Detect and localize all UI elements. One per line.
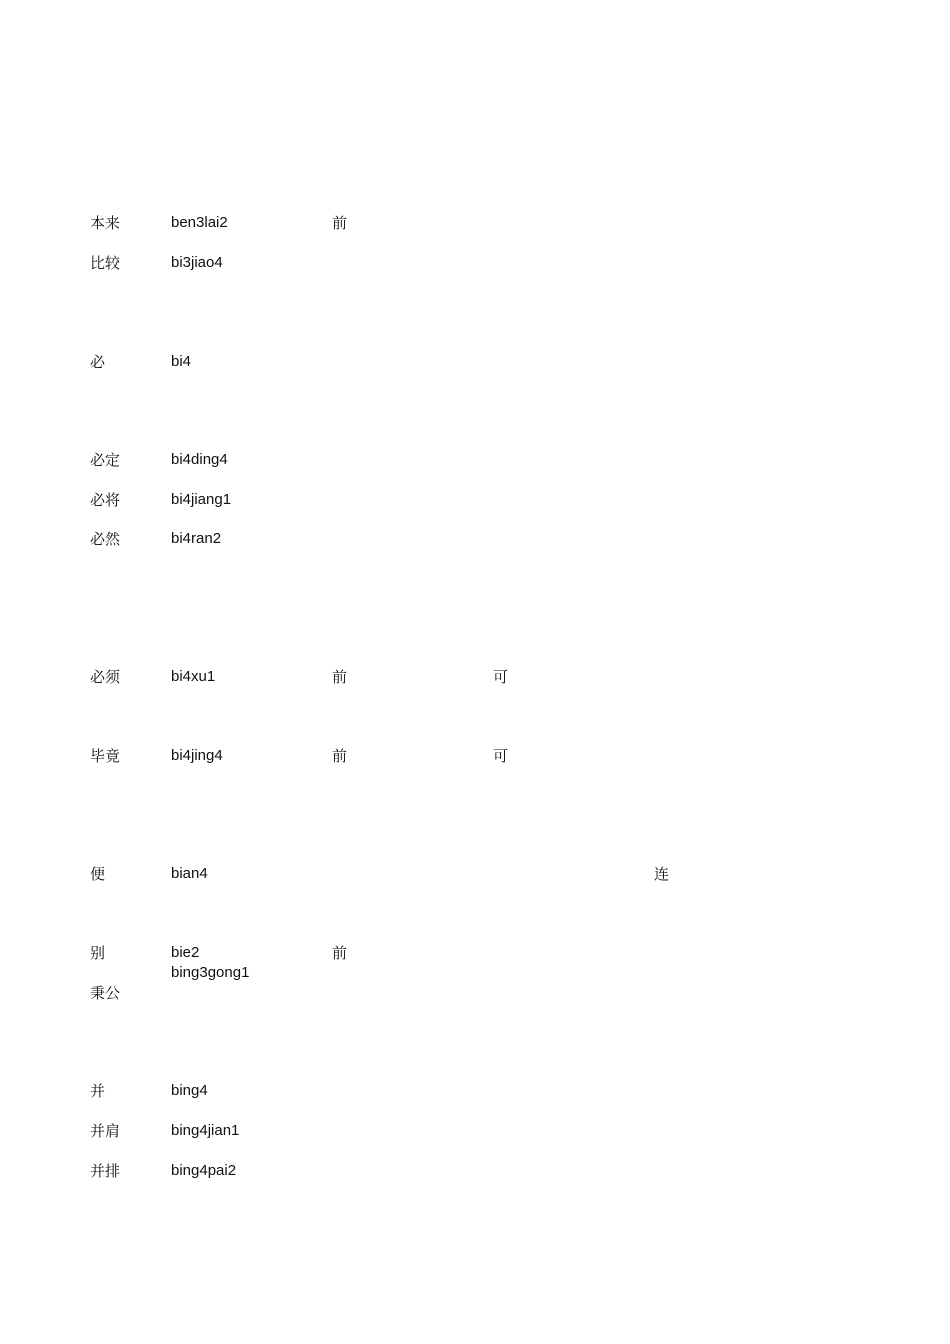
pinyin-cell: bing4jian1 xyxy=(171,1122,240,1139)
word-cell: 并 xyxy=(90,1082,106,1100)
word-cell: 秉公 xyxy=(90,984,121,1002)
word-cell: 必定 xyxy=(90,451,121,469)
list-row xyxy=(0,943,950,963)
list-row xyxy=(0,964,950,1003)
position-cell: 前 xyxy=(332,747,348,765)
word-cell: 并肩 xyxy=(90,1122,121,1140)
pinyin-cell: bing3gong1 xyxy=(171,964,250,981)
list-row xyxy=(0,213,950,233)
word-cell: 必 xyxy=(90,353,106,371)
pinyin-cell: bie2 xyxy=(171,944,200,961)
list-row xyxy=(0,1121,950,1141)
word-cell: 别 xyxy=(90,944,106,962)
pinyin-cell: bi4jing4 xyxy=(171,747,223,764)
list-row xyxy=(0,667,950,687)
pinyin-cell: bi4xu1 xyxy=(171,668,216,685)
list-row xyxy=(0,864,950,884)
list-row xyxy=(0,490,950,510)
pinyin-cell: bi3jiao4 xyxy=(171,254,223,271)
list-row xyxy=(0,1081,950,1101)
word-cell: 比较 xyxy=(90,254,121,272)
pinyin-cell: bi4 xyxy=(171,353,192,370)
conjunction-cell: 连 xyxy=(654,865,670,883)
note-cell: 可 xyxy=(493,668,509,686)
pinyin-cell: bing4pai2 xyxy=(171,1162,237,1179)
pinyin-cell: bi4ding4 xyxy=(171,451,228,468)
word-cell: 本来 xyxy=(90,214,121,232)
word-cell: 必将 xyxy=(90,491,121,509)
pinyin-cell: ben3lai2 xyxy=(171,214,228,231)
word-cell: 毕竟 xyxy=(90,747,121,765)
list-row xyxy=(0,352,950,372)
word-cell: 必须 xyxy=(90,668,121,686)
word-cell: 便 xyxy=(90,865,106,883)
position-cell: 前 xyxy=(332,668,348,686)
pinyin-cell: bian4 xyxy=(171,865,208,882)
pinyin-cell: bi4jiang1 xyxy=(171,491,232,508)
list-row xyxy=(0,1161,950,1181)
pinyin-cell: bi4ran2 xyxy=(171,530,222,547)
position-cell: 前 xyxy=(332,944,348,962)
list-row xyxy=(0,746,950,766)
pinyin-cell: bing4 xyxy=(171,1082,208,1099)
list-row xyxy=(0,529,950,549)
word-cell: 并排 xyxy=(90,1162,121,1180)
position-cell: 前 xyxy=(332,214,348,232)
list-row xyxy=(0,253,950,273)
note-cell: 可 xyxy=(493,747,509,765)
list-row xyxy=(0,450,950,470)
word-cell: 必然 xyxy=(90,530,121,548)
